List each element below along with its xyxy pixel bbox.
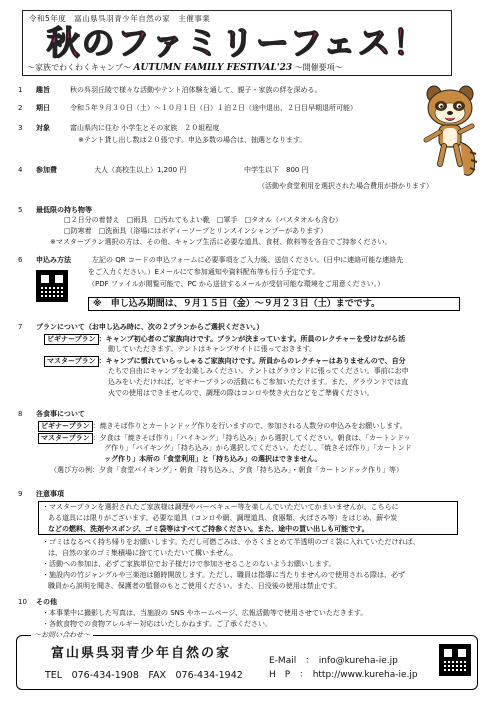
homepage-link[interactable]: H P ： http://www.kureha-ie.jp (269, 670, 418, 680)
plan-master-desc-1: ：キャンプに慣れていらっしゃるご家族向けです。所員からのレクチャーはありませんので、自分 (98, 357, 406, 365)
header-box (22, 10, 452, 76)
section-application: 6 申込み方法 (18, 256, 71, 264)
target-line-1: 富山県内に住む 小学生とその家族 ２０組程度 (70, 124, 220, 132)
note-line-5: は、自然の家のゴミ集積場に捨てていただいて構いません。 (48, 549, 238, 557)
application-line-2: をご入力ください。）Eメールにて参加通知や資料配布等も行う予定です。 (88, 268, 320, 276)
application-qr-code-icon[interactable] (36, 270, 68, 302)
application-line-1: 左記の QR コードの申込フォームに必要事項をご入力後、送信ください。(日中に連絡可能な連絡先 (92, 256, 404, 264)
plan-master-label: マスタープラン (44, 356, 99, 367)
meal-beginner-label: ビギナープラン (38, 421, 93, 432)
meal-master-label: マスタープラン (38, 433, 93, 444)
plan-beginner-desc-1: ：キャンプ初心者のご家族向けです。プランが決まっています。所員のレクチャーを受けながら活 (98, 335, 406, 343)
date-text: 令和５年９月３０日（土）～１０月１日（日）１泊２日（途中退出、２日目早期退所可能） (70, 104, 357, 112)
fee-child: 中学生以下 800 円 (244, 166, 309, 174)
subtitle-jp: ～家族でわくわくキャンプ～ (27, 63, 131, 72)
meal-master-row (38, 433, 411, 444)
section-meals: 8 各食事について (18, 410, 85, 418)
application-line-3: （PDF ファイルが閲覧可能で、PC から送信するメールが受信可能な環境をご用意ください。） (88, 280, 385, 288)
section-other: 10 その他 (18, 598, 57, 606)
plan-master-desc-3: 込みをいただければ、ビギナープランの活動にもご参加いただけます。また、グラウンドでは直 (108, 378, 409, 386)
belongings-line-2: □防寒着 □洗面具（浴場にはボディーソープとリンスインシャンプーがあります） (64, 227, 328, 235)
note-line-1: ・マスタープランを選択されたご家族様は調理やバーベキュー等を楽しんでいただいてかまいませんが、こちらに (42, 503, 399, 511)
note-line-7: ・施設内の竹ジャングルや三楽池は随時開放します。ただし、職員は指導に当たりませんので使用される際は、必ず (42, 571, 405, 579)
plan-master-desc-2: たちで自由にキャンプをお楽しみください。テントはグラウンドに張ってください。事前にお申 (108, 367, 409, 375)
section-plans: 7 プランについて（お申し込み時に、次の２プランからご選択ください。） (18, 323, 264, 331)
organizer-line: 令和5年度 富山県呉羽青少年自然の家 主催事業 (29, 14, 211, 23)
section-notes: 9 注意事項 (18, 490, 64, 498)
email-link[interactable]: E-Mail ： info@kureha-ie.jp (269, 656, 398, 666)
note-line-4: ・ゴミはなるべく持ち帰りをお願いします。ただし可燃ごみは、小さくまとめて半透明のゴミ袋に入れていただければ、 (42, 538, 420, 546)
note-line-8: 職員から説明を聞き、保護者の監督のもとご使用ください。また、日没後の使用は禁止です。 (48, 582, 342, 590)
fee-note: （活動や食堂利用を選択された場合費用が掛かります） (258, 182, 433, 190)
subtitle-row (27, 63, 343, 74)
section-target: 3 対象 (18, 124, 50, 132)
section-belongings: 5 最低限の持ち物等 (18, 206, 92, 214)
meal-master-desc-1: ：夕食は「焼きそば作り」「バイキング」「持ち込み」から選択してください。朝食は、「カートンドッ (92, 434, 411, 442)
raccoon-mascot-icon (420, 82, 482, 182)
meal-beginner-desc: ：焼きそば作りとカートンドッグ作りを行いますので、参加される人数分の申込みをお願いします。 (92, 422, 407, 430)
page-title: 秋のファミリーフェス！ (46, 23, 428, 62)
tel-fax: TEL 076-434-1908 FAX 076-434-1942 (45, 670, 243, 681)
organization-name: 富山県呉羽青少年自然の家 (51, 646, 232, 661)
contact-footer (16, 631, 478, 690)
subtitle-tail: ～開催要項～ (294, 63, 343, 72)
fee-adult: 大人（高校生以上）1,200 円 (94, 166, 187, 174)
note-line-2: ある道具には限りがございます。必要な道具（コンロや網、調理道具、食器類、火ばさみ等）をはじめ、薪や炭 (48, 514, 398, 522)
contact-label: ～お問い合わせ～ (31, 631, 93, 640)
plan-master-row (44, 356, 406, 367)
meal-master-desc-2: グ作り」「バイキング」「持ち込み」から選択してください。ただし、「焼きそば作り」「カートンド (104, 444, 412, 452)
plan-beginner-row (44, 334, 405, 345)
plan-beginner-label: ビギナープラン (44, 334, 99, 345)
plan-beginner-desc-2: 動していただきます。テントはキャンプサイトに張っておきます。 (108, 345, 317, 353)
section-fee: 4 参加費 (18, 166, 57, 174)
belongings-line-3: ※マスタープラン選択の方は、その他、キャンプ生活に必要な道具、食材、飲料等を各自でご持参ください。 (50, 238, 392, 246)
section-purpose: 1 趣旨 (18, 86, 50, 94)
note-line-3: などの燃料、洗剤やスポンジ、ゴミ袋等はすべてご持参ください。また、途中の買い出しも可能です。 (48, 525, 369, 533)
homepage-qr-code-icon[interactable] (439, 644, 471, 676)
other-line-1: ・本事業中に撮影した写真は、当施設の SNS やホームページ、広報活動等で使用させていただきます。 (42, 609, 368, 617)
purpose-text: 秋の呉羽丘陵で様々な活動やテント泊体験を通して、親子・家族の絆を深める。 (70, 86, 322, 94)
meal-master-desc-3: ッグ作り」本所の「食堂利用」と「持ち込み」の選択はできません。 (104, 455, 322, 463)
section-date: 2 期日 (18, 104, 50, 112)
meal-beginner-row (38, 421, 407, 432)
subtitle-en: AUTUMN FAMILY FESTIVAL'23 (133, 63, 293, 73)
target-line-2: ※テント貸し出し数は２０張です。申込多数の場合は、抽選となります。 (78, 136, 307, 144)
application-period-notice: ※ 申し込み期間は、９月１５日（金）～９月２３日（土）までです。 (88, 297, 460, 311)
meal-choice-example: （選び方の例：夕食「食堂バイキング」・朝食「持ち込み」、夕食「持ち込み」・朝食「カートンドック作り」等） (50, 466, 404, 474)
other-line-2: ・各飲食物での食物アレルギー対応はいたしかねます。ご了承ください。 (42, 620, 272, 628)
belongings-line-1: □２日分の着替え □雨具 □汚れてもよい靴 □軍手 □タオル（バスタオルも含む） (64, 216, 343, 224)
note-line-6: ・活動への参加は、必ずご家族単位でお子様だけで参加させることのないようお願いします。 (42, 560, 336, 568)
plan-master-desc-4: 火での使用はできませんので、調理の際はコンロや焚き火台などをご準備ください。 (108, 389, 374, 397)
